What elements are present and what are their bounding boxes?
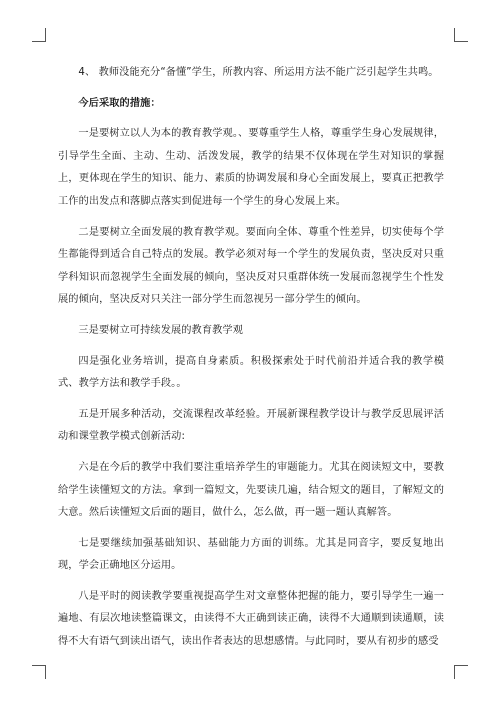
paragraph-measure-6: 六是在今后的教学中我们要注重培养学生的审题能力。尤其在阅读短文中，要教给学生读懂短文的方法。拿到一篇短文，先要读几遍，结合短文的题目，了解短文的大意。然后读懂短文后面的题目，做什么，怎么做，再一题一题认真解答。 <box>58 461 444 519</box>
paragraph-measure-1: 一是要树立以人为本的教育教学观。、要尊重学生人格，尊重学生身心发展规律，引导学生全面、主动、生动、活泼发展，教学的结果不仅体现在学生对知识的掌握上，更体现在学生的知识、能力、素质的协调发展和身心全面发展上，要真正把教学工作的出发点和落脚点落实到促进每一个学生的身心发展上来。 <box>58 128 444 207</box>
crop-mark-bottom-left <box>32 665 46 679</box>
paragraph-issue-4: 4、 教师没能充分“备懂”学生，所教内容、所运用方法不能广泛引起学生共鸣。 <box>78 67 439 78</box>
paragraph-measure-8: 八是平时的阅读教学要重视提高学生对文章整体把握的能力，要引导学生一遍一遍地、有层次地读整篇课文，由读得不大正确到读正确，读得不大通顺到读通顺，读得不大有语气到读出语气，读出作者表达的思想感情。与此同时，要从有初步的感受 <box>58 590 444 648</box>
document-body <box>58 62 444 662</box>
crop-mark-top-right <box>454 28 468 42</box>
crop-mark-bottom-right <box>454 665 468 679</box>
paragraph-measure-5: 五是开展多种活动，交流课程改革经验。开展新课程教学设计与教学反思展评活动和课堂教学模式创新活动: <box>58 408 444 443</box>
paragraph-measure-7: 七是要继续加强基础知识、基础能力方面的训练。尤其是同音字，要反复地出现，学会正确地区分运用。 <box>58 537 444 572</box>
paragraph-measure-2: 二是要树立全面发展的教育教学观。要面向全体、尊重个性差异，切实使每个学生都能得到适合自己特点的发展。教学必须对每一个学生的发展负责，坚决反对只重学科知识而忽视学生全面发展的倾向，坚决反对只重群体统一发展而忽视学生个性发展的倾向，坚决反对只关注一部分学生而忽视另一部分学生的倾向。 <box>58 226 444 306</box>
crop-mark-top-left <box>32 28 46 42</box>
paragraph-measure-3: 三是要树立可持续发展的教育教学观 <box>78 324 243 336</box>
paragraph-measures-heading: 今后采取的措施： <box>78 97 161 109</box>
paragraph-measure-4: 四是强化业务培训，提高自身素质。积极探索处于时代前沿并适合我的教学模式、教学方法和教学手段。。 <box>58 355 444 390</box>
